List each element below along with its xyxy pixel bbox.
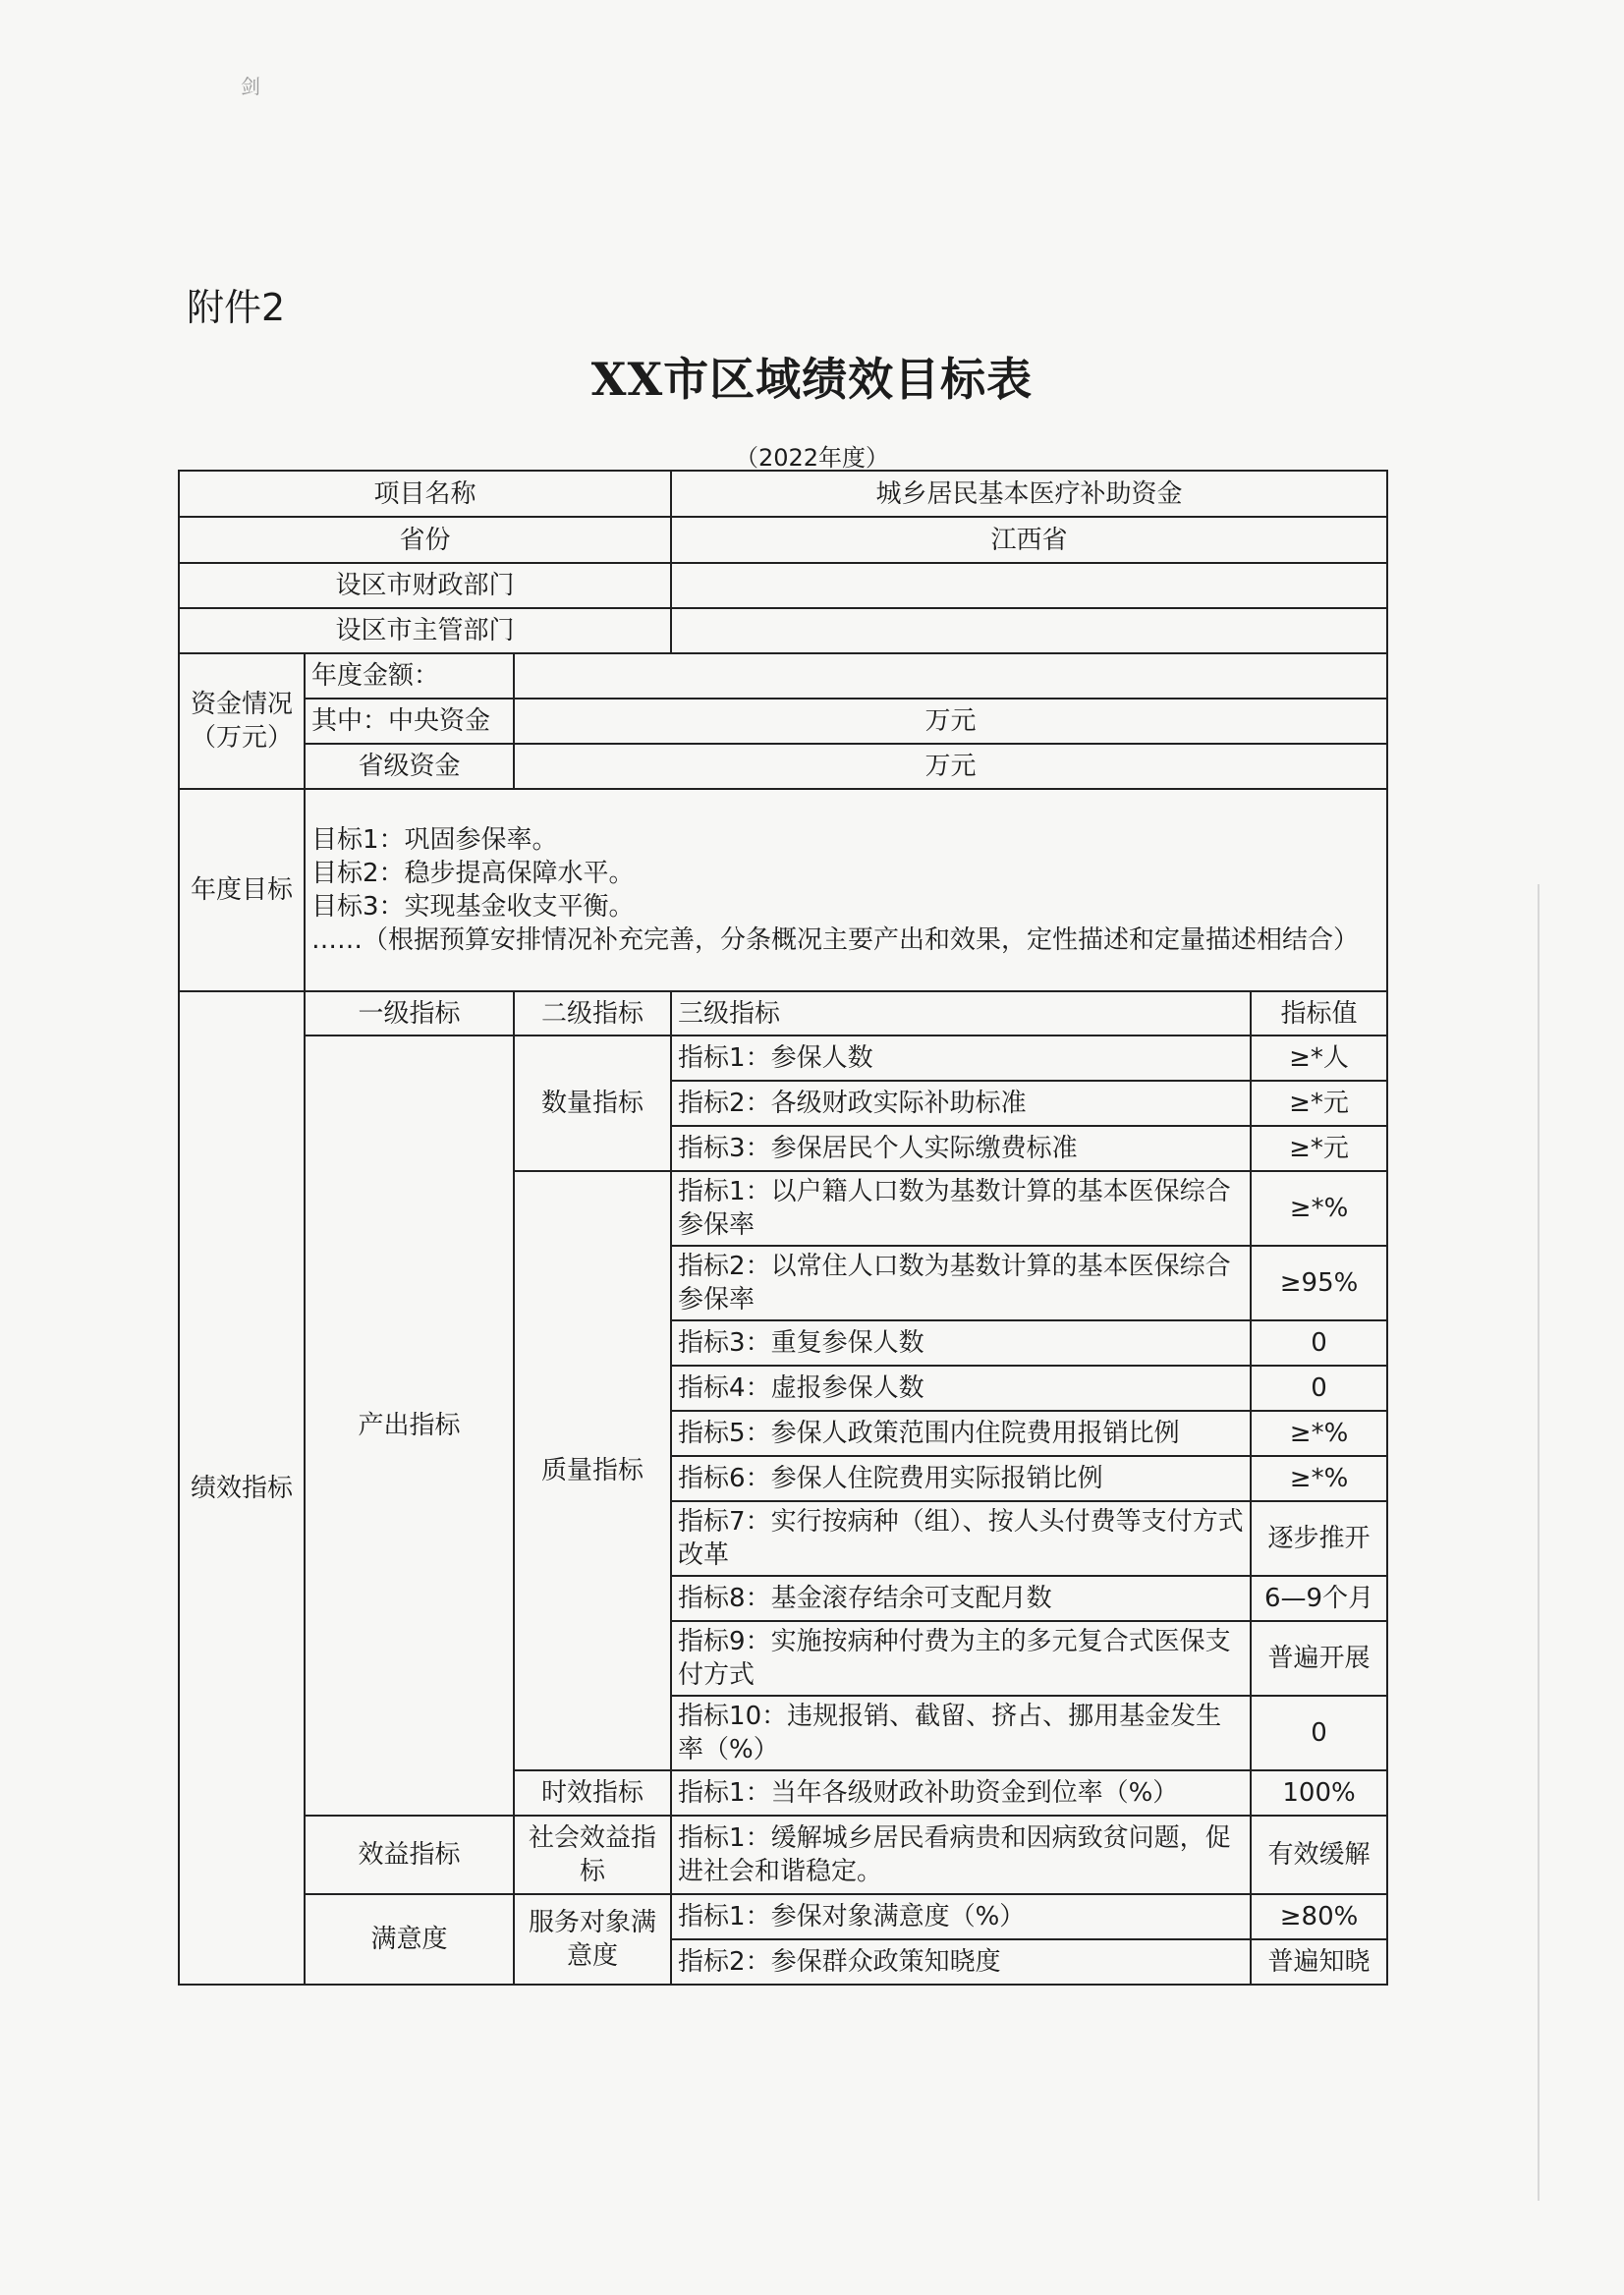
indicator-name: 指标5：参保人政策范围内住院费用报销比例 xyxy=(671,1411,1251,1456)
funds-annual-label: 年度金额： xyxy=(305,653,514,699)
header-value: 指标值 xyxy=(1251,991,1387,1036)
indicator-value: ≥*元 xyxy=(1251,1081,1387,1126)
indicator-name: 指标4：虚报参保人数 xyxy=(671,1366,1251,1411)
output-indicator-label: 产出指标 xyxy=(305,1036,514,1816)
indicator-name: 指标1：缓解城乡居民看病贵和因病致贫问题，促进社会和谐稳定。 xyxy=(671,1816,1251,1894)
indicator-name: 指标2：各级财政实际补助标准 xyxy=(671,1081,1251,1126)
admin-dept-value xyxy=(671,608,1387,653)
indicator-value: 逐步推开 xyxy=(1251,1501,1387,1576)
indicator-value: ≥*人 xyxy=(1251,1036,1387,1081)
header-level3: 三级指标 xyxy=(671,991,1251,1036)
indicator-value: ≥*元 xyxy=(1251,1126,1387,1171)
indicator-name: 指标1：以户籍人口数为基数计算的基本医保综合参保率 xyxy=(671,1171,1251,1246)
benefit-indicator-label: 效益指标 xyxy=(305,1816,514,1894)
attachment-label: 附件2 xyxy=(187,286,286,329)
indicator-value: ≥95% xyxy=(1251,1246,1387,1320)
year-subtitle: （2022年度） xyxy=(734,444,890,472)
indicator-name: 指标6：参保人住院费用实际报销比例 xyxy=(671,1456,1251,1501)
funds-provincial-value: 万元 xyxy=(514,744,1387,789)
indicator-value: 0 xyxy=(1251,1320,1387,1366)
indicator-value: 0 xyxy=(1251,1696,1387,1770)
indicator-value: ≥*% xyxy=(1251,1411,1387,1456)
funds-central-label: 其中：中央资金 xyxy=(305,699,514,744)
annual-goals-content xyxy=(305,789,1387,991)
quality-indicator-label: 质量指标 xyxy=(514,1171,671,1770)
page-title: XX市区域绩效目标表 xyxy=(590,353,1034,406)
indicator-value: 普遍知晓 xyxy=(1251,1939,1387,1985)
indicator-value: ≥*% xyxy=(1251,1171,1387,1246)
project-name-label: 项目名称 xyxy=(179,471,671,517)
goal-line: ……（根据预算安排情况补充完善，分条概况主要产出和效果，定性描述和定量描述相结合） xyxy=(311,925,1360,955)
funds-label: 资金情况（万元） xyxy=(179,653,305,789)
indicator-name: 指标1：参保对象满意度（%） xyxy=(671,1894,1251,1939)
header-level1: 一级指标 xyxy=(305,991,514,1036)
indicator-name: 指标1：参保人数 xyxy=(671,1036,1251,1081)
indicator-value: 6—9个月 xyxy=(1251,1576,1387,1621)
social-benefit-label: 社会效益指标 xyxy=(514,1816,671,1894)
performance-table xyxy=(178,470,1388,1986)
indicator-name: 指标2：以常住人口数为基数计算的基本医保综合参保率 xyxy=(671,1246,1251,1320)
indicator-value: 100% xyxy=(1251,1770,1387,1816)
indicator-name: 指标10：违规报销、截留、挤占、挪用基金发生率（%） xyxy=(671,1696,1251,1770)
indicator-value: 0 xyxy=(1251,1366,1387,1411)
indicator-name: 指标7：实行按病种（组）、按人头付费等支付方式改革 xyxy=(671,1501,1251,1576)
finance-dept-value xyxy=(671,563,1387,608)
indicator-name: 指标3：重复参保人数 xyxy=(671,1320,1251,1366)
indicator-value: 普遍开展 xyxy=(1251,1621,1387,1696)
indicator-value: ≥80% xyxy=(1251,1894,1387,1939)
province-value: 江西省 xyxy=(671,517,1387,563)
admin-dept-label: 设区市主管部门 xyxy=(179,608,671,653)
funds-annual-value xyxy=(514,653,1387,699)
annual-goals-label: 年度目标 xyxy=(179,789,305,991)
scan-edge-line xyxy=(1538,884,1540,2201)
timeliness-indicator-label: 时效指标 xyxy=(514,1770,671,1816)
indicator-name: 指标1：当年各级财政补助资金到位率（%） xyxy=(671,1770,1251,1816)
goal-line: 目标3：实现基金收支平衡。 xyxy=(311,892,635,922)
indicator-name: 指标9：实施按病种付费为主的多元复合式医保支付方式 xyxy=(671,1621,1251,1696)
goal-line: 目标2：稳步提高保障水平。 xyxy=(311,859,635,888)
province-label: 省份 xyxy=(179,517,671,563)
quantity-indicator-label: 数量指标 xyxy=(514,1036,671,1171)
funds-central-value: 万元 xyxy=(514,699,1387,744)
satisfaction-indicator-label: 满意度 xyxy=(305,1894,514,1985)
indicator-name: 指标8：基金滚存结余可支配月数 xyxy=(671,1576,1251,1621)
header-level2: 二级指标 xyxy=(514,991,671,1036)
project-name-value: 城乡居民基本医疗补助资金 xyxy=(671,471,1387,517)
indicators-label: 绩效指标 xyxy=(179,991,305,1985)
service-satisfaction-label: 服务对象满意度 xyxy=(514,1894,671,1985)
indicator-value: ≥*% xyxy=(1251,1456,1387,1501)
finance-dept-label: 设区市财政部门 xyxy=(179,563,671,608)
corner-mark: 剑 xyxy=(241,75,260,98)
goal-line: 目标1：巩固参保率。 xyxy=(311,825,558,855)
funds-provincial-label: 省级资金 xyxy=(305,744,514,789)
indicator-name: 指标3：参保居民个人实际缴费标准 xyxy=(671,1126,1251,1171)
indicator-name: 指标2：参保群众政策知晓度 xyxy=(671,1939,1251,1985)
indicator-value: 有效缓解 xyxy=(1251,1816,1387,1894)
